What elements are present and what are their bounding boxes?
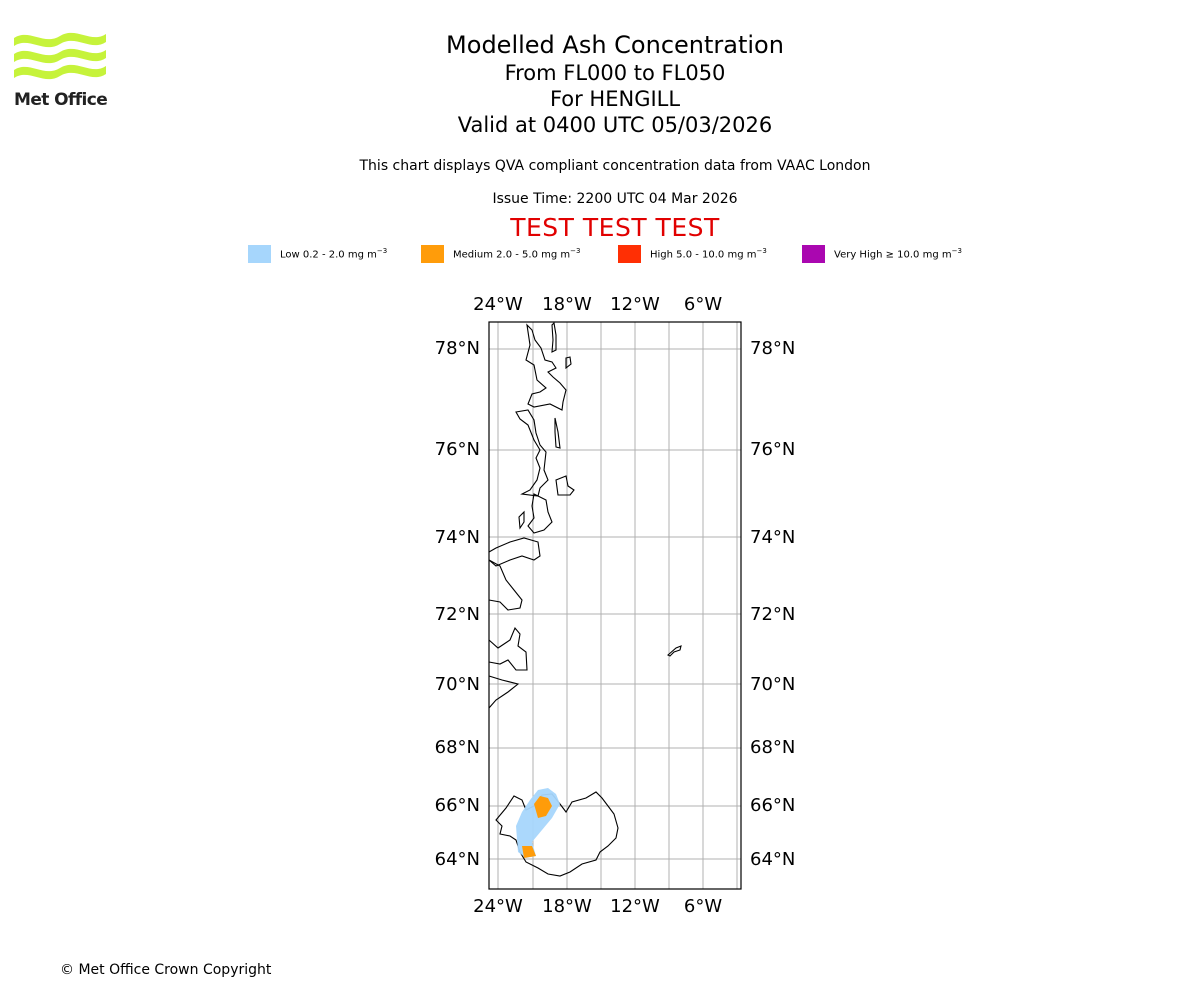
- lat-label-left-64n: 64°N: [434, 849, 480, 870]
- lat-label-left-68n: 68°N: [434, 737, 480, 758]
- coastlines: [489, 323, 681, 876]
- lat-label-right-76n: 76°N: [750, 439, 796, 460]
- lon-label-bottom-12w: 12°W: [610, 896, 660, 917]
- lat-label-left-70n: 70°N: [434, 674, 480, 695]
- legend-item-high: High 5.0 - 10.0 mg $m^{-3}$: [618, 244, 767, 264]
- test-banner: TEST TEST TEST: [510, 213, 720, 242]
- logo-text: Met Office: [14, 90, 108, 110]
- map-gridlines: [489, 322, 741, 889]
- greenland-coast: [552, 323, 556, 352]
- legend-item-medium: Medium 2.0 - 5.0 mg $m^{-3}$: [421, 244, 580, 264]
- lat-label-right-68n: 68°N: [750, 737, 796, 758]
- chart-description: This chart displays QVA compliant concentration data from VAAC London: [359, 158, 871, 174]
- lat-label-right-78n: 78°N: [750, 338, 796, 359]
- volcano-name: For HENGILL: [549, 87, 681, 111]
- lat-label-right-72n: 72°N: [750, 604, 796, 625]
- lat-label-left-66n: 66°N: [434, 795, 480, 816]
- ash-plume: [516, 788, 560, 858]
- lat-label-right-66n: 66°N: [750, 795, 796, 816]
- valid-time: Valid at 0400 UTC 05/03/2026: [457, 113, 773, 137]
- lat-label-left-76n: 76°N: [434, 439, 480, 460]
- lon-label-top-12w: 12°W: [610, 294, 660, 315]
- flight-level-range: From FL000 to FL050: [504, 61, 726, 85]
- ash-medium-south: [522, 846, 536, 858]
- lat-label-left-78n: 78°N: [434, 338, 480, 359]
- lon-label-top-24w: 24°W: [473, 294, 523, 315]
- lon-label-top-18w: 18°W: [542, 294, 592, 315]
- lon-label-bottom-6w: 6°W: [683, 896, 723, 917]
- issue-time: Issue Time: 2200 UTC 04 Mar 2026: [492, 191, 738, 207]
- lon-label-top-6w: 6°W: [683, 294, 723, 315]
- lon-label-bottom-24w: 24°W: [473, 896, 523, 917]
- legend-item-very-high: Very High ≥ 10.0 mg $m^{-3}$: [802, 244, 962, 264]
- lon-label-bottom-18w: 18°W: [542, 896, 592, 917]
- lat-label-left-74n: 74°N: [434, 527, 480, 548]
- lat-label-right-74n: 74°N: [750, 527, 796, 548]
- chart-title: Modelled Ash Concentration: [446, 31, 784, 59]
- lat-label-right-64n: 64°N: [750, 849, 796, 870]
- lat-label-left-72n: 72°N: [434, 604, 480, 625]
- copyright-notice: © Met Office Crown Copyright: [60, 962, 272, 978]
- lat-label-right-70n: 70°N: [750, 674, 796, 695]
- legend-item-low: Low 0.2 - 2.0 mg $m^{-3}$: [248, 244, 387, 264]
